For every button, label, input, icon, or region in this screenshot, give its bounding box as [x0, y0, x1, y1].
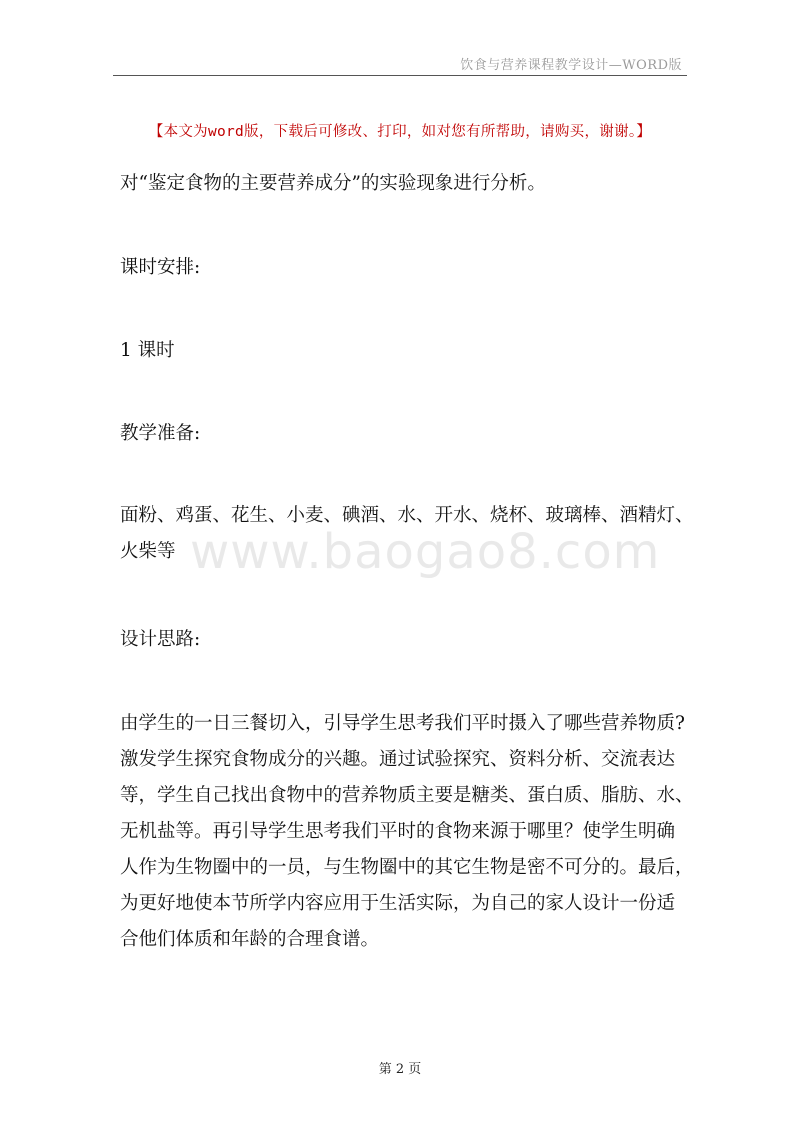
design-line: 等，学生自己找出食物中的营养物质主要是糖类、蛋白质、脂肪、水、 [120, 785, 694, 806]
purchase-notice: 【本文为word版，下载后可修改、打印，如对您有所帮助，请购买，谢谢。】 [148, 124, 652, 140]
prep-line: 面粉、鸡蛋、花生、小麦、碘酒、水、开水、烧杯、玻璃棒、酒精灯、 [120, 505, 694, 526]
design-paragraph [120, 706, 710, 958]
design-line: 为更好地使本节所学内容应用于生活实际，为自己的家人设计一份适 [120, 893, 676, 914]
prep-label: 教学准备: [120, 423, 201, 444]
intro-paragraph: 对“鉴定食物的主要营养成分”的实验现象进行分析。 [120, 173, 546, 194]
design-line: 人作为生物圈中的一员，与生物圈中的其它生物是密不可分的。最后， [120, 857, 694, 878]
design-line: 由学生的一日三餐切入，引导学生思考我们平时摄入了哪些营养物质? [120, 713, 685, 734]
page-header-title: 饮食与营养课程教学设计—WORD版 [460, 58, 682, 73]
design-line: 合他们体质和年龄的合理食谱。 [120, 929, 380, 950]
design-line: 激发学生探究食物成分的兴趣。通过试验探究、资料分析、交流表达 [120, 749, 676, 770]
design-line: 无机盐等。再引导学生思考我们平时的食物来源于哪里？使学生明确 [120, 821, 676, 842]
prep-line: 火柴等 [120, 541, 176, 562]
header-divider [113, 75, 687, 76]
design-label: 设计思路: [120, 629, 201, 650]
schedule-value: 1 课时 [120, 340, 175, 361]
watermark: www.baogao8.com [190, 524, 661, 580]
page-number: 第 2 页 [378, 1062, 422, 1077]
schedule-label: 课时安排: [120, 257, 201, 278]
